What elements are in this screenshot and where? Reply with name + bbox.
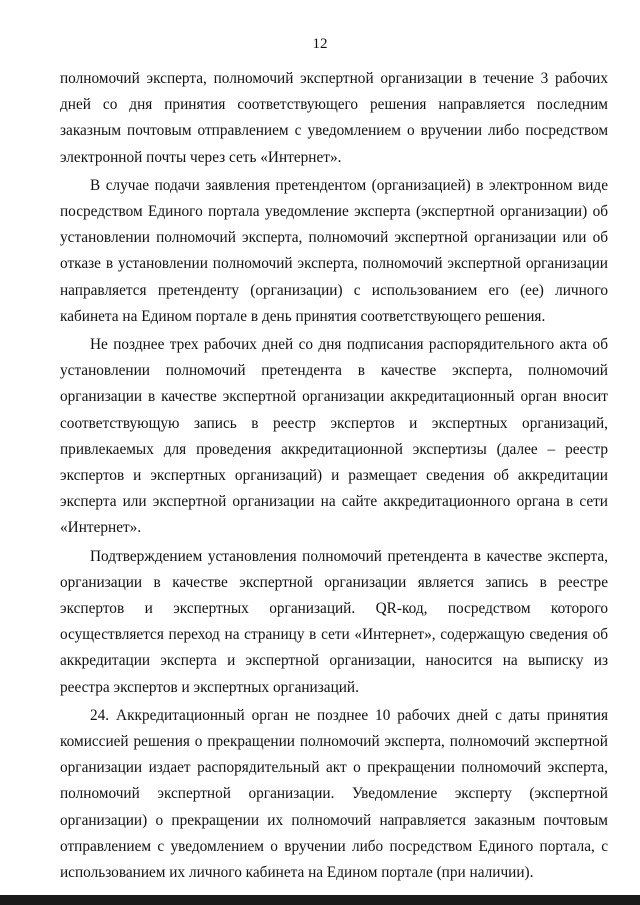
paragraph-continuation: полномочий эксперта, полномочий экспертной организации в течение 3 рабочих дней со дня принятия соответствующего решения направляется последним заказным почтовым отправлением с уведомлением о вручении либо посредством электронной почты через сеть «Интернет».	[60, 70, 608, 166]
paragraph-qr-code: Подтверждением установления полномочий претендента в качестве эксперта, организации в качестве экспертной организации является запись в реестре экспертов и экспертных организаций. QR-код, посредством которого осуществляется переход на страницу в сети «Интернет», содержащую сведения об аккредитации эксперта и экспертной организации, наносится на выписку из реестра экспертов и экспертных организаций.	[60, 547, 608, 696]
paragraph-registry-entry: Не позднее трех рабочих дней со дня подписания распорядительного акта об установлении полномочий претендента в качестве эксперта, полномочий организации в качестве экспертной организации аккредитационный орган вносит соответствующую запись в реестр экспертов и экспертных организаций, привлекаемых для проведения аккредитационной экспертизы (далее – реестр экспертов и экспертных организаций) и размещает сведения об аккредитации эксперта или экспертной организации на сайте аккредитационного органа в сети «Интернет».	[60, 336, 608, 537]
scan-edge-bar	[0, 895, 640, 905]
paragraph-item-24: 24. Аккредитационный орган не позднее 10 рабочих дней с даты принятия комиссией решения о прекращении полномочий эксперта, полномочий экспертной организации издает распорядительный акт о прекращении полномочий эксперта, полномочий экспертной организации. Уведомление эксперту (экспертной организации) о прекращении их полномочий направляется заказным почтовым отправлением с уведомлением о вручении либо посредством Единого портала, с использованием их личного кабинета на Едином портале (при наличии).	[60, 706, 608, 882]
paragraph-electronic-notice: В случае подачи заявления претендентом (организацией) в электронном виде посредством Единого портала уведомление эксперта (экспертной организации) об установлении полномочий эксперта, полномочий экспертной организации или об отказе в установлении полномочий эксперта, полномочий экспертной организации направляется претенденту (организации) с использованием его (ее) личного кабинета на Едином портале в день принятия соответствующего решения.	[60, 176, 608, 325]
page-number: 12	[312, 36, 328, 52]
document-body	[60, 66, 608, 886]
